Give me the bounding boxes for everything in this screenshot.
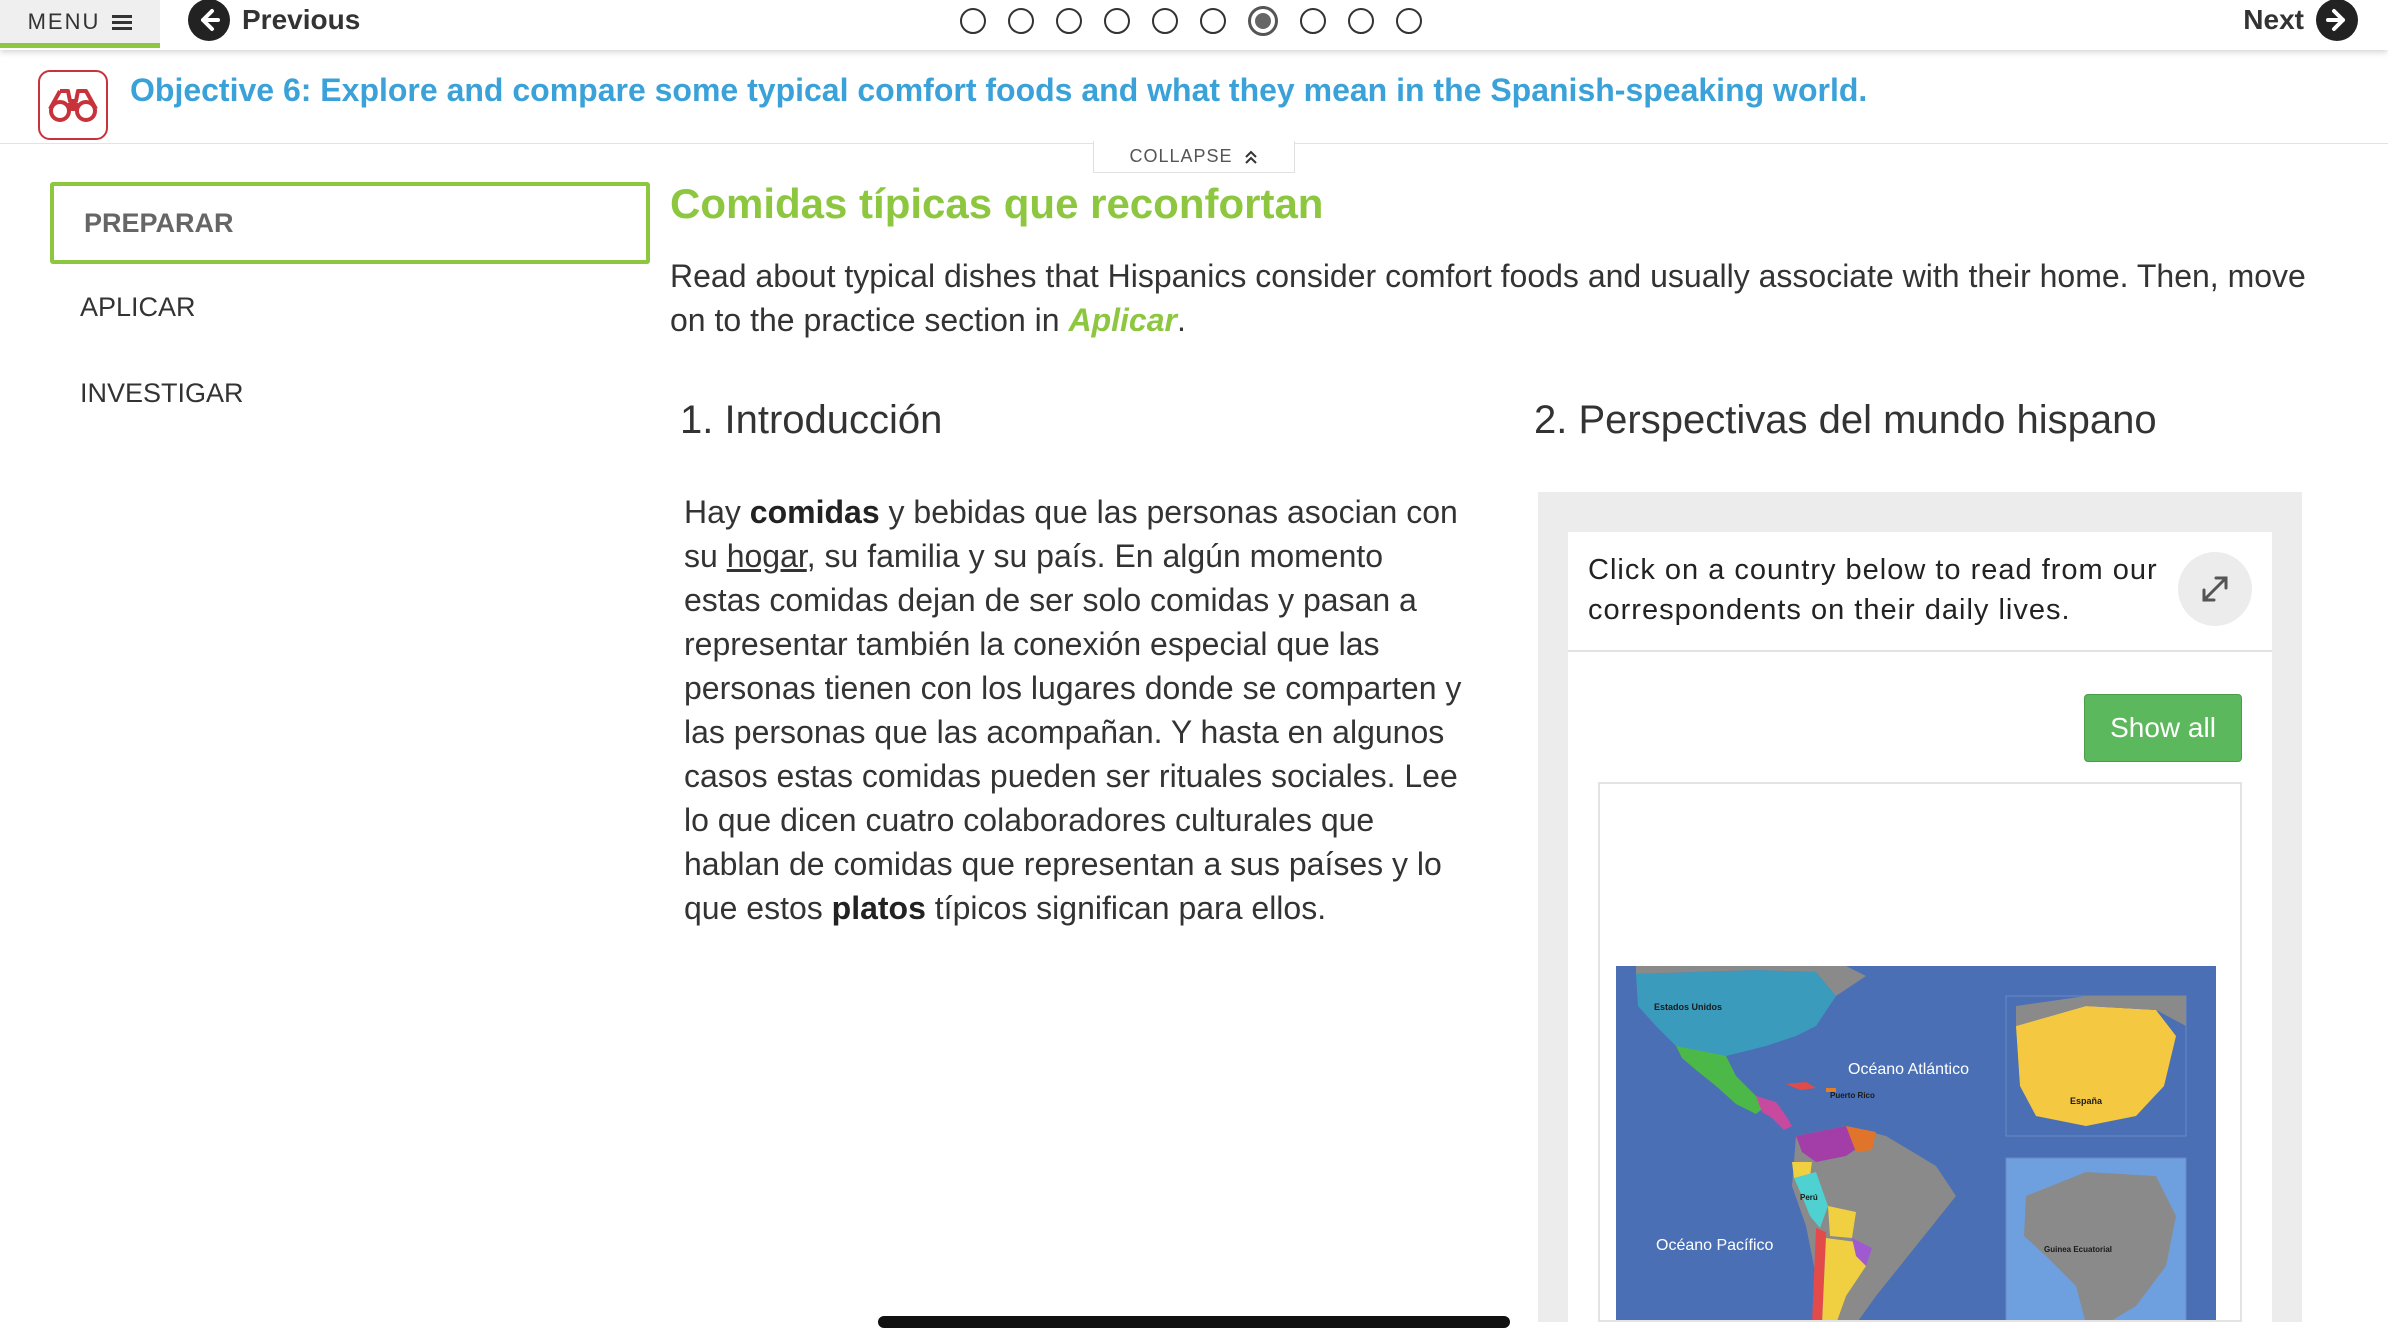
objective-banner: [0, 50, 2388, 144]
map-widget-header: [1568, 532, 2272, 652]
collapse-button[interactable]: [1093, 141, 1295, 173]
expand-icon: [2198, 572, 2232, 606]
page-dot-6[interactable]: [1200, 8, 1226, 34]
expand-button[interactable]: [2178, 552, 2252, 626]
sidebar-item-investigar[interactable]: [50, 352, 650, 434]
section-introduccion-body: [684, 490, 1464, 930]
menu-label: MENU: [27, 8, 101, 34]
sidebar-item-aplicar[interactable]: [50, 266, 650, 348]
page-dot-8[interactable]: [1300, 8, 1326, 34]
chevron-double-up-icon: [1243, 149, 1259, 165]
sidebar-item-label: PREPARAR: [84, 207, 234, 238]
page-dot-10[interactable]: [1396, 8, 1422, 34]
map-label-equatorial-guinea[interactable]: Guinea Ecuatorial: [2044, 1245, 2113, 1254]
bold-term-platos: platos: [831, 890, 926, 926]
section-introduccion-title: 1. Introducción: [680, 398, 943, 442]
next-button[interactable]: [2243, 0, 2358, 40]
page-dot-2[interactable]: [1008, 8, 1034, 34]
map-label-pacific: Océano Pacífico: [1656, 1237, 1774, 1254]
collapse-label: COLLAPSE: [1129, 146, 1233, 166]
page-dot-9[interactable]: [1348, 8, 1374, 34]
hamburger-icon: [112, 15, 132, 29]
objective-text: Objective 6: Explore and compare some typical comfort foods and what they mean in the Spanish-speaking world.: [130, 72, 1868, 108]
page-dot-3[interactable]: [1056, 8, 1082, 34]
intro-paragraph: [670, 254, 2330, 342]
top-nav-bar: [0, 0, 2388, 50]
map-label-puerto-rico[interactable]: Puerto Rico: [1830, 1091, 1875, 1100]
map-label-spain[interactable]: España: [2070, 1096, 2103, 1106]
aplicar-link[interactable]: Aplicar: [1068, 302, 1177, 338]
underlined-term-hogar[interactable]: hogar: [726, 538, 807, 574]
show-all-button[interactable]: Show all: [2084, 694, 2242, 762]
page-dot-7-current[interactable]: [1248, 6, 1278, 36]
text-run: y bebidas que las personas asocian con su: [684, 494, 1458, 574]
arrow-right-icon: [2316, 0, 2358, 41]
sidebar-item-preparar[interactable]: [50, 182, 650, 264]
home-indicator: [878, 1316, 1510, 1328]
page-dot-1[interactable]: [960, 8, 986, 34]
intro-end: .: [1176, 302, 1186, 338]
arrow-left-icon: [188, 0, 230, 41]
text-run: típicos significan para ellos.: [925, 890, 1327, 926]
sidebar-item-label: INVESTIGAR: [80, 377, 244, 408]
text-run: , su familia y su país. En algún momento estas comidas dejan de ser solo comidas y pasan a representar también la conexión especial que las personas tienen con los lugares donde se comparten y las personas que las acompañan. Y hasta en algunos casos estas comidas pueden ser rituales sociales. Lee lo que dicen cuatro colaboradores culturales que hablan de comidas que representan a sus países y lo que estos: [684, 538, 1462, 926]
binoculars-icon: [38, 70, 108, 140]
text-run: Hay: [684, 494, 750, 530]
previous-button[interactable]: [188, 0, 360, 40]
bold-term-comidas: comidas: [749, 494, 880, 530]
page-title: Comidas típicas que reconfortan: [670, 180, 1324, 227]
menu-button[interactable]: [0, 0, 160, 48]
hispanic-world-map: [1598, 782, 2242, 1322]
next-label: Next: [2243, 4, 2304, 35]
map-label-peru[interactable]: Perú: [1800, 1193, 1818, 1202]
section-perspectivas-title: 2. Perspectivas del mundo hispano: [1534, 398, 2157, 442]
map-label-atlantic: Océano Atlántico: [1848, 1061, 1969, 1078]
intro-text: Read about typical dishes that Hispanics consider comfort foods and usually associate with their home. Then, move on to the practice section in: [670, 258, 2306, 338]
page-progress-dots: [960, 8, 1422, 36]
map-label-usa[interactable]: Estados Unidos: [1654, 1002, 1723, 1012]
sidebar-item-label: APLICAR: [80, 291, 196, 322]
page-dot-5[interactable]: [1152, 8, 1178, 34]
widget-instruction: Click on a country below to read from our correspondents on their daily lives.: [1588, 554, 2158, 626]
map-graphic: [1616, 966, 2216, 1322]
previous-label: Previous: [242, 4, 361, 35]
page-dot-4[interactable]: [1104, 8, 1130, 34]
